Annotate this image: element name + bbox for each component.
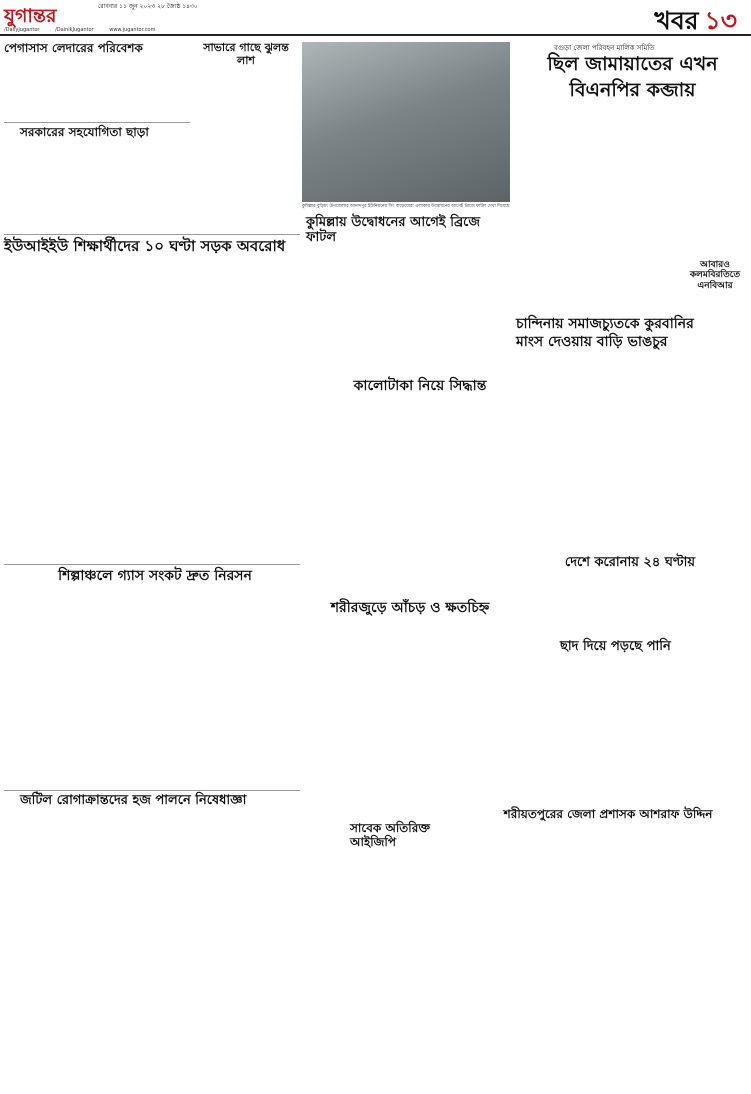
website-link[interactable]: www.jugantor.com	[109, 27, 156, 33]
headline-shariatpur: শরীয়তপুরের জেলা প্রশাসক আশরাফ উদ্দিন	[503, 807, 713, 821]
body-gas-crisis	[4, 590, 300, 786]
headline-bogura-1: ছিল জামায়াতের এখন	[547, 53, 718, 75]
headline-comilla-bridge: কুমিল্লায় উদ্বোধনের আগেই ব্রিজে ফাটল	[306, 215, 481, 245]
page-number: ১৩	[704, 6, 737, 35]
headline-bogura-2: বিএনপির কব্জায়	[569, 79, 696, 101]
issue-date: রোববার ১১ জুন ২০২৩ ২৮ জ্যৈষ্ঠ ১৪৩০	[98, 3, 198, 10]
body-former-igp	[302, 842, 462, 1090]
masthead	[0, 0, 751, 36]
headline-black-money: কালোটাকা নিয়ে সিদ্ধান্ত	[353, 378, 487, 394]
headline-uiu: ইউআইইউ শিক্ষার্থীদের ১০ ঘণ্টা সড়ক অবরোধ	[4, 237, 286, 255]
body-nbr	[684, 290, 746, 430]
newspaper-logo: যুগান্তর	[4, 5, 57, 27]
body-savar	[196, 92, 296, 232]
headline-savar: সাভারে গাছে ঝুলন্ত লাশ	[203, 41, 289, 67]
headline-government: সরকারের সহযোগিতা ছাড়া	[20, 125, 149, 139]
twitter-link[interactable]: /DainikJugantor	[55, 27, 94, 33]
social-links	[4, 27, 169, 33]
body-corona	[516, 576, 746, 636]
body-black-money	[302, 400, 510, 550]
headline-chandina-2: মাংস দেওয়ায় বাড়ি ভাঙচুর	[516, 334, 668, 350]
body-shariatpur	[466, 828, 746, 1090]
headline-hajj: জটিল রোগাক্রান্তদের হজ পালনে নিষেধাজ্ঞা	[20, 793, 247, 808]
divider	[4, 564, 300, 565]
bridge-crack-photo	[302, 42, 510, 202]
facebook-link[interactable]: /DailyJugantor	[4, 27, 40, 33]
headline-chandina-1: চান্দিনায় সমাজচ্যুতকে কুরবানির	[516, 316, 694, 332]
body-comilla-bridge	[302, 254, 510, 374]
body-hajj	[4, 814, 300, 1090]
divider	[4, 122, 190, 123]
section-name: খবর	[654, 6, 699, 35]
divider	[4, 234, 300, 235]
headline-roof-leak: ছাদ দিয়ে পড়ছে পানি	[560, 639, 671, 654]
headline-nbr: আবারও কলমবিরতিতে এনবিআর	[689, 260, 741, 291]
photo-caption: কুমিল্লার বুড়িচং উপজেলার আনন্দপুর ইউনিয়নের সিং বাড়েয়োরা এলাকায় উদ্বোধনের আগেই ব্রিজে ফাটল দেখা দিয়েছে	[302, 204, 510, 209]
body-roof-leak	[516, 662, 746, 802]
headline-scratches: শরীরজুড়ে আঁচড় ও ক্ষতচিহ্ন	[330, 600, 490, 616]
headline-pegasus: পেগাসাস লেদারের পরিবেশক	[4, 41, 143, 55]
body-chandina	[516, 354, 676, 554]
divider	[4, 790, 300, 791]
headline-former-igp: সাবেক অতিরিক্ত আইজিপি	[350, 821, 431, 849]
section-header	[654, 1, 737, 44]
body-government	[4, 146, 190, 232]
headline-corona: দেশে করোনায় ২৪ ঘণ্টায়	[564, 555, 696, 570]
body-scratches	[302, 624, 510, 820]
body-pegasus	[4, 62, 190, 120]
kicker-bogura: বগুড়া জেলা পরিবহন মালিক সমিতি	[554, 44, 655, 52]
body-uiu	[4, 262, 300, 562]
headline-gas-crisis: শিল্পাঞ্চলে গ্যাস সংকট দ্রুত নিরসন	[58, 568, 252, 584]
